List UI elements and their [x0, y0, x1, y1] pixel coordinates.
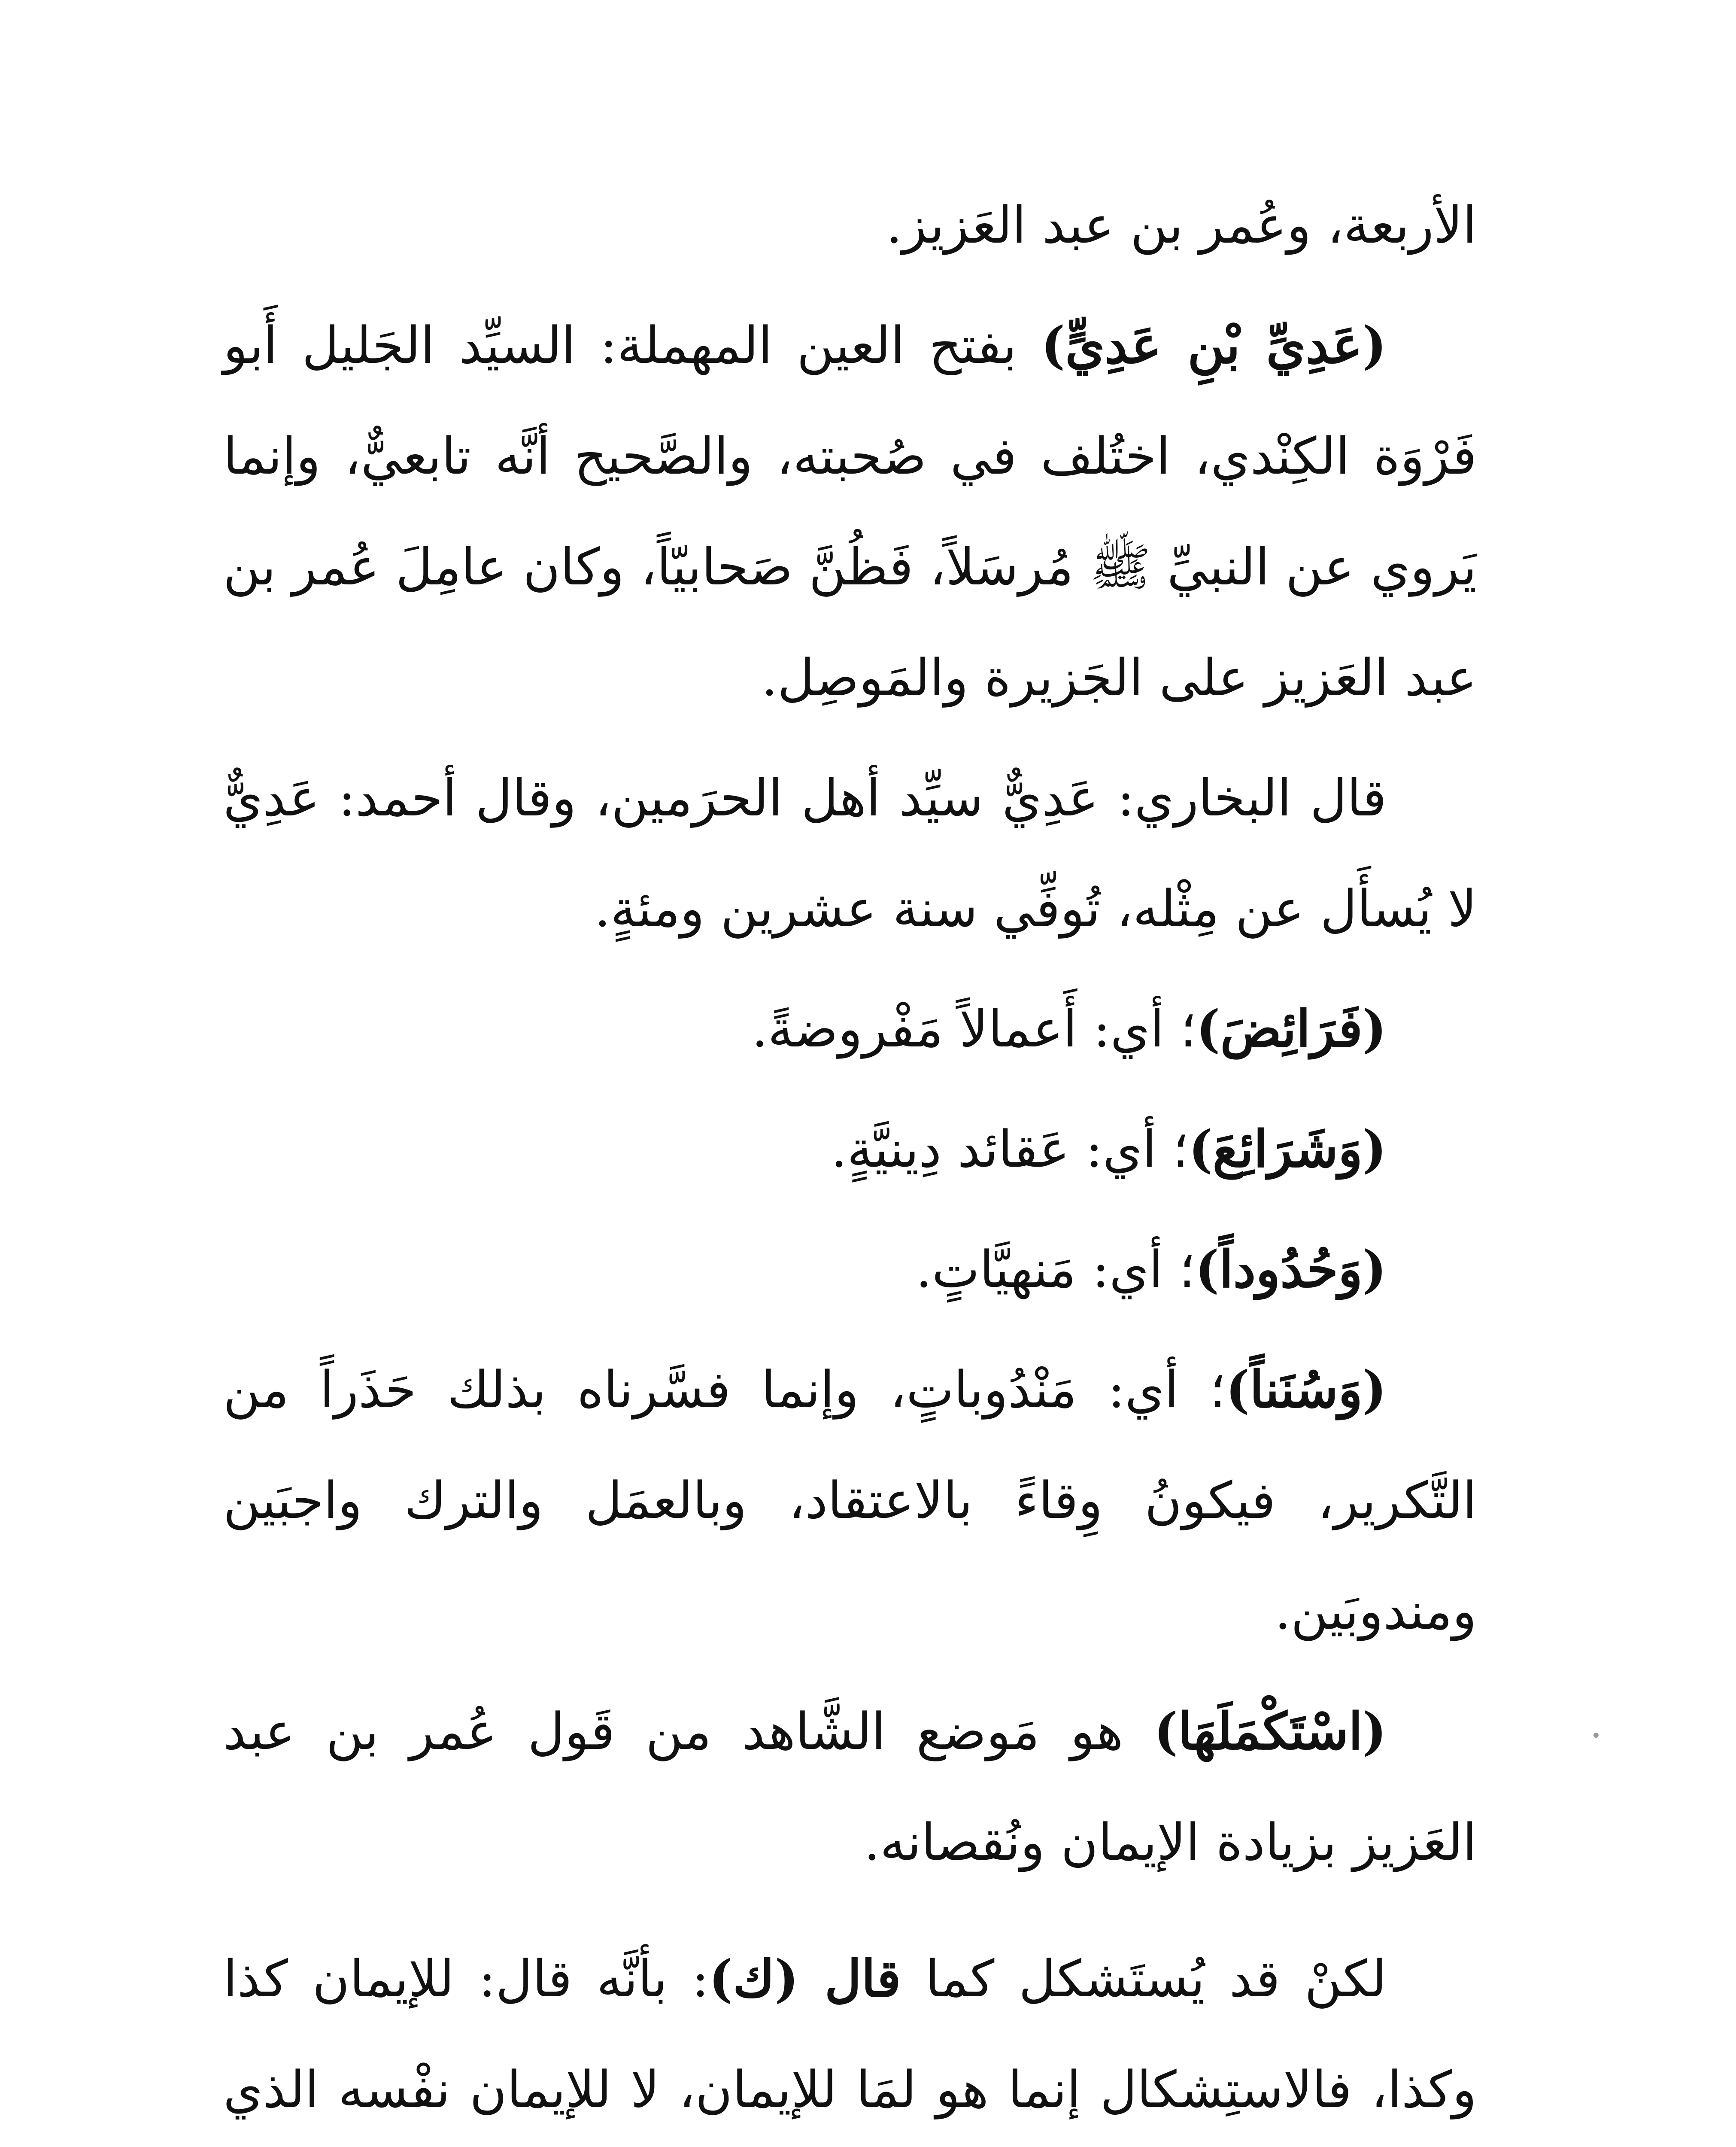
- paragraph: [223, 1214, 1477, 1325]
- paragraph-text: بفتح العين المهملة: السيِّد الجَليل أَبو فَرْوَة الكِنْدي، اختُلف في صُحبته، والصَّحيح أنَّه تابعيٌّ، وإنما يَروي عن النبيِّ ﷺ مُرسَلاً، فَظُنَّ صَحابيّاً، وكان عامِلَ عُمر بن عبد العَزيز على الجَزيرة والمَوصِل.: [223, 316, 1477, 707]
- paragraph: [223, 1334, 1477, 1667]
- paragraph-text: لكنْ قد يُستَشكل كما: [901, 1949, 1387, 2008]
- paragraph: [223, 973, 1477, 1084]
- paragraph-text: : بأنَّه قال: للإيمان كذا وكذا، فالاستِشكال إنما هو لمَا للإيمان، لا للإيمان نفْسه الذي: [223, 1949, 1477, 2119]
- paragraph: [223, 170, 1477, 280]
- paragraph-text: ؛ أي: مَنهيَّاتٍ.: [916, 1240, 1196, 1299]
- citation-marker: قال (ك): [709, 1949, 901, 2008]
- term-heading: (فَرَائِضَ): [1196, 999, 1387, 1058]
- paragraph: [223, 1923, 1477, 2147]
- term-heading: (وَشَرَائِعَ): [1188, 1119, 1387, 1179]
- paragraph-text: ؛ أي: مَنْدُوباتٍ، وإنما فسَّرناه بذلك حَذَراً من التَّكرير، فيكونُ وِقاءً بالاعتقاد، وبالعمَل والترك واجبَين ومندوبَين.: [223, 1360, 1477, 1641]
- scan-speck: [1593, 1733, 1599, 1738]
- term-heading: (اسْتَكْمَلَهَا): [1154, 1701, 1387, 1761]
- paragraph: [223, 290, 1477, 733]
- paragraph-text: قال البخاري: عَدِيٌّ سيِّد أهل الحرَمين، وقال أحمد: عَدِيٌّ لا يُسأَل عن مِثْله، تُوفِّي سنة عشرين ومئةٍ.: [223, 768, 1477, 938]
- paragraph-text: ؛ أي: عَقائد دِينيَّةٍ.: [831, 1119, 1189, 1179]
- paragraph: [223, 1676, 1477, 1898]
- paragraph-text: هو مَوضع الشَّاهد من قَول عُمر بن عبد العَزيز بزيادة الإيمان ونُقصانه.: [223, 1702, 1477, 1872]
- paragraph-text: الأربعة، وعُمر بن عبد العَزيز.: [886, 195, 1477, 255]
- term-heading: (عَدِيِّ بْنِ عَدِيٍّ): [1041, 315, 1387, 375]
- paragraph: [223, 1094, 1477, 1204]
- term-heading: (وَسُنَناً): [1226, 1359, 1387, 1419]
- term-heading: (وَحُدُوداً): [1195, 1239, 1387, 1299]
- paragraph-text: ؛ أي: أَعمالاً مَفْروضةً.: [752, 999, 1196, 1058]
- page-body: [223, 170, 1477, 2147]
- paragraph: [223, 742, 1477, 964]
